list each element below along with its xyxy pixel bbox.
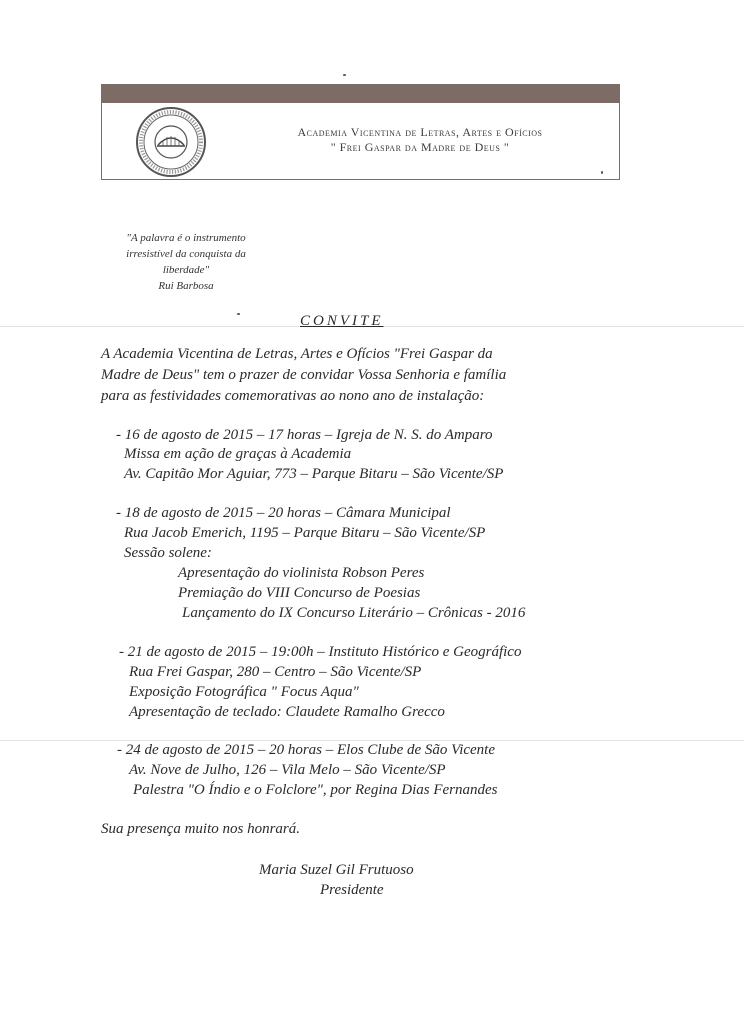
- event-detail: Av. Capitão Mor Aguiar, 773 – Parque Bitaru – São Vicente/SP: [124, 466, 504, 482]
- scan-artifact-line: [0, 740, 744, 741]
- event-detail: Exposição Fotográfica " Focus Aqua": [129, 684, 359, 700]
- event-heading: - 24 de agosto de 2015 – 20 horas – Elos Clube de São Vicente: [117, 742, 496, 758]
- intro-line: para as festividades comemorativas ao nono ano de instalação:: [101, 388, 485, 404]
- event-detail: Rua Frei Gaspar, 280 – Centro – São Vicente/SP: [129, 664, 422, 680]
- event-heading: - 16 de agosto de 2015 – 17 horas – Igreja de N. S. do Amparo: [116, 427, 493, 443]
- page-title: CONVITE: [300, 313, 384, 329]
- event-sub-item: Apresentação do violinista Robson Peres: [178, 565, 425, 581]
- intro-line: Madre de Deus" tem o prazer de convidar Vossa Senhoria e família: [101, 367, 507, 383]
- event-heading: - 18 de agosto de 2015 – 20 horas – Câmara Municipal: [116, 505, 451, 521]
- epigraph-line: "A palavra é o instrumento: [126, 232, 246, 244]
- academy-seal-logo: [136, 107, 206, 177]
- org-name-line2: " Frei Gaspar da Madre de Deus ": [330, 140, 510, 154]
- epigraph-author: Rui Barbosa: [158, 280, 214, 292]
- signature-name: Maria Suzel Gil Frutuoso: [259, 862, 414, 878]
- event-heading: - 21 de agosto de 2015 – 19:00h – Instituto Histórico e Geográfico: [119, 644, 522, 660]
- scan-speck: [601, 171, 603, 174]
- event-detail: Apresentação de teclado: Claudete Ramalho Grecco: [129, 704, 445, 720]
- letterhead-band: [102, 85, 619, 103]
- event-detail: Rua Jacob Emerich, 1195 – Parque Bitaru – São Vicente/SP: [124, 525, 486, 541]
- org-name-line1: Academia Vicentina de Letras, Artes e Ofícios: [297, 125, 543, 139]
- event-detail: Av. Nove de Julho, 126 – Vila Melo – São Vicente/SP: [129, 762, 446, 778]
- scan-speck: [237, 313, 240, 315]
- event-detail: Sessão solene:: [124, 545, 212, 561]
- closing-line: Sua presença muito nos honrará.: [101, 821, 301, 837]
- intro-line: A Academia Vicentina de Letras, Artes e Ofícios "Frei Gaspar da: [101, 346, 493, 362]
- signature-role: Presidente: [320, 882, 384, 898]
- organization-name: [230, 125, 610, 155]
- event-detail: Missa em ação de graças à Academia: [124, 446, 352, 462]
- letterhead: [101, 84, 620, 180]
- epigraph-line: irresistível da conquista da: [126, 248, 246, 260]
- scan-speck: [343, 74, 346, 76]
- event-sub-item: Premiação do VIII Concurso de Poesias: [178, 585, 421, 601]
- event-sub-item: Lançamento do IX Concurso Literário – Crônicas - 2016: [182, 605, 526, 621]
- epigraph-line: liberdade": [162, 264, 210, 276]
- event-detail: Palestra "O Índio e o Folclore", por Regina Dias Fernandes: [133, 782, 498, 798]
- epigraph-quote: [96, 230, 276, 294]
